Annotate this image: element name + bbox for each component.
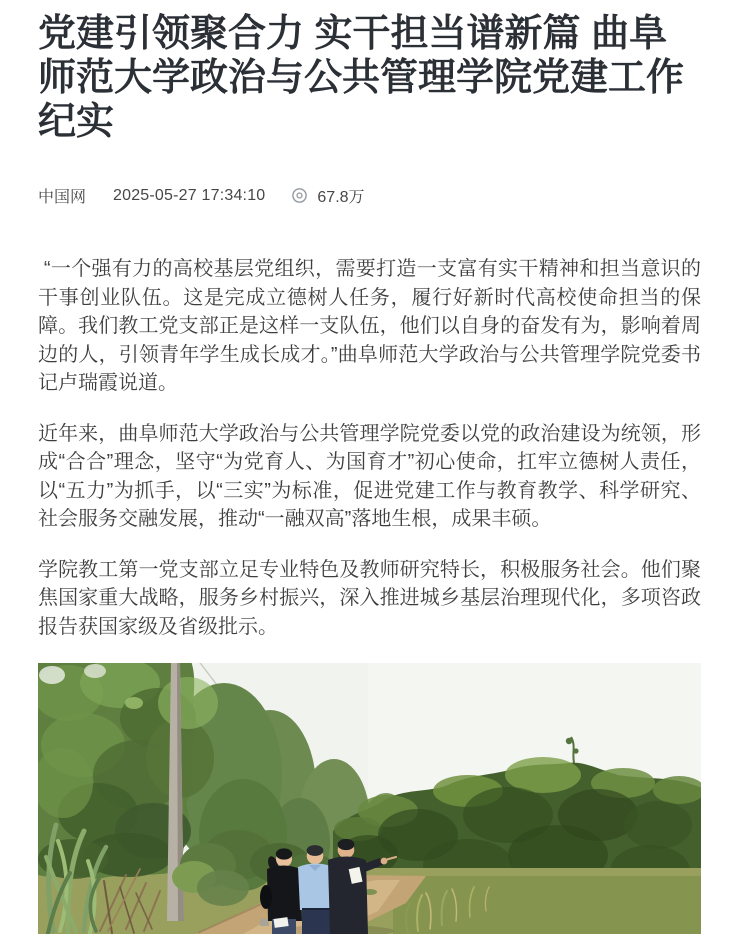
view-count (289, 184, 364, 207)
article-photo[interactable] (38, 663, 701, 934)
view-count-value: 67.8万 (317, 189, 365, 206)
article-page (0, 12, 738, 934)
article-title: 党建引领聚合力 实干担当谱新篇 曲阜师范大学政治与公共管理学院党建工作纪实 (38, 13, 685, 143)
article-meta (38, 184, 701, 207)
paragraph-service: 学院教工第一党支部立足专业特色及教师研究特长，积极服务社会。他们聚焦国家重大战略，服务乡村振兴，深入推进城乡基层治理现代化，多项咨政报告获国家级及省级批示。 (38, 558, 701, 638)
paragraph-overview: 近年来，曲阜师范大学政治与公共管理学院党委以党的政治建设为统领，形成“合合”理念，坚守“为党育人、为国育才”初心使命，扛牢立德树人责任，以“五力”为抓手，以“三实”为标准，促进党建工作与教育教学、科学研究、社会服务交融发展，推动“一融双高”落地生根，成果丰硕。 (38, 422, 701, 530)
article-body (38, 255, 701, 934)
publish-datetime: 2025-05-27 17:34:10 (113, 186, 266, 204)
source-name: 中国网 (38, 189, 87, 206)
paragraph-quote: “一个强有力的高校基层党组织，需要打造一支富有实干精神和担当意识的干事创业队伍。这是完成立德树人任务，履行好新时代高校使命担当的保障。我们教工党支部正是这样一支队伍，他们以自身的奋发有为，影响着周边的人，引领青年学生成长成才。”曲阜师范大学政治与公共管理学院党委书记卢瑞霞说道。 (38, 258, 701, 394)
eye-icon (289, 187, 310, 204)
